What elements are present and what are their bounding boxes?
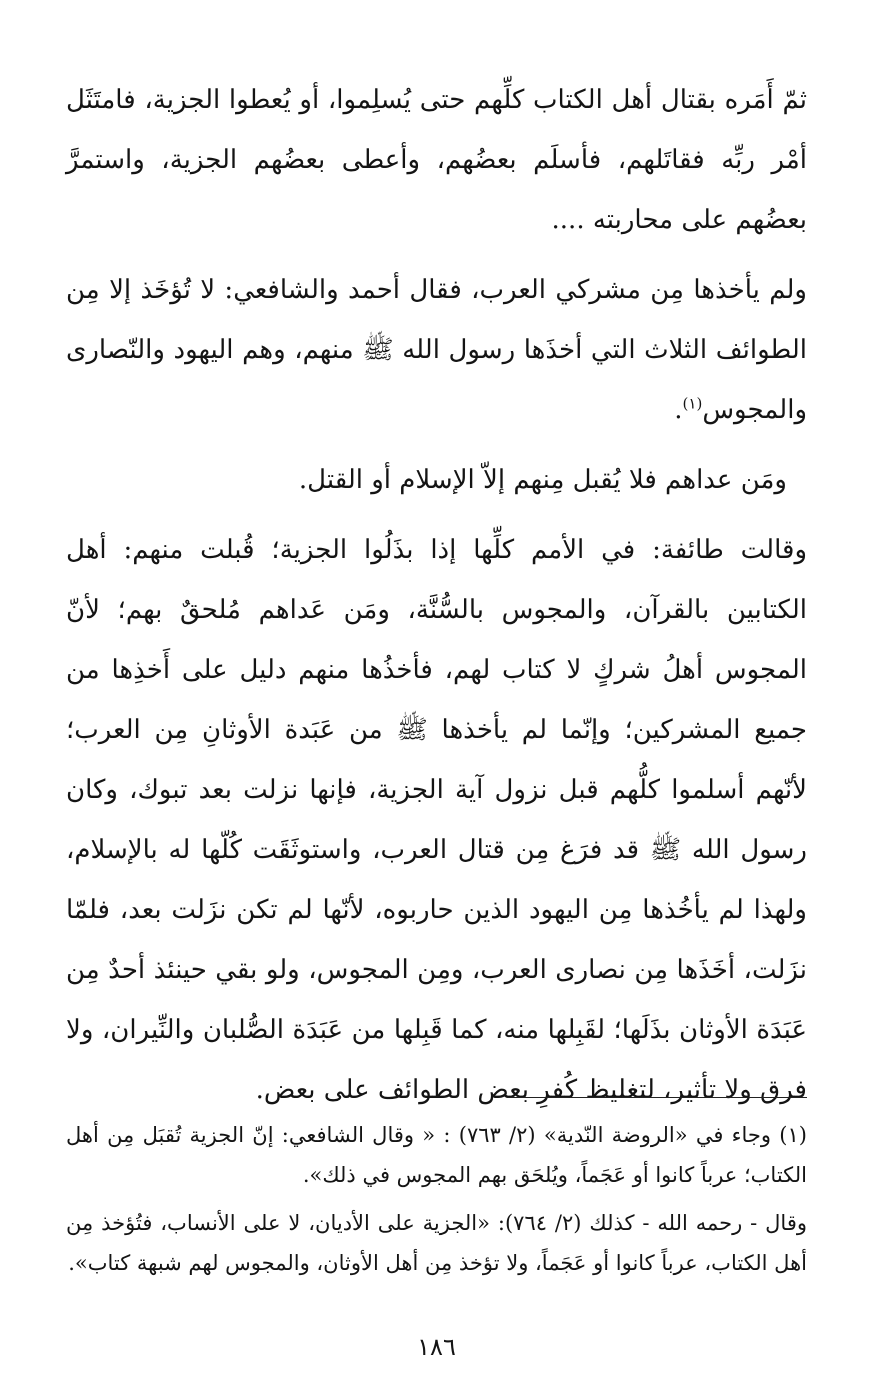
footnotes-section (66, 1115, 807, 1283)
page-number: ١٨٦ (417, 1333, 456, 1361)
paragraph-2-end: . (674, 395, 683, 425)
paragraph-3: ومَن عداهم فلا يُقبل مِنهم إلاّ الإسلام أو القتل. (298, 465, 787, 495)
paragraph-4: وقالت طائفة: في الأمم كلِّها إذا بذَلُوا الجزية؛ قُبلت منهم: أهل الكتابين بالقرآن، والمجوس بالسُّنَّة، ومَن عَداهم مُلحقٌ بهم؛ لأنّ المجوس أهلُ شركٍ لا كتاب لهم، فأخذُها منهم دليل على أَخذِها من جميع المشركين؛ وإنّما لم يأخذها ﷺ من عَبَدة الأوثانِ مِن العرب؛ لأنّهم أسلموا كلُّهم قبل نزول آية الجزية، فإنها نزلت بعد تبوك، وكان رسول الله ﷺ قد فرَغ مِن قتال العرب، واستوثَقَت كُلّها له بالإسلام، ولهذا لم يأخُذها مِن اليهود الذين حاربوه، لأنّها لم تكن نزَلت بعد، فلمّا نزَلت، أخَذَها مِن نصارى العرب، ومِن المجوس، ولو بقي حينئذ أحدٌ مِن عَبَدَة الأوثان بذَلَها؛ لقَبِلها منه، كما قَبِلها من عَبَدَة الصُّلبان والنِّيران، ولا فرق ولا تأثير، لتغليظ كُفرِ بعض الطوائف على بعض. (66, 535, 807, 1105)
footnote-1: (١) وجاء في «الروضة النّدية» (٢/ ٧٦٣) : « وقال الشافعي: إنّ الجزية تُقبَل مِن أهل الكتاب؛ عرباً كانوا أو عَجَماً، ويُلحَق بهم المجوس في ذلك». (66, 1123, 807, 1187)
paragraph-2-text: ولم يأخذها مِن مشركي العرب، فقال أحمد والشافعي: لا تُؤخَذ إلا مِن الطوائف الثلاث التي أخذَها رسول الله ﷺ منهم، وهم اليهود والنّصارى والمجوس (66, 275, 807, 425)
footnote-ref-1: (١) (682, 394, 703, 413)
footnote-divider (507, 1097, 807, 1098)
footnote-2: وقال - رحمه الله - كذلك (٢/ ٧٦٤): «الجزية على الأديان، لا على الأنساب، فتُؤخذ مِن أهل الكتاب، عرباً كانوا أو عَجَماً، ولا تؤخذ مِن أهل الأوثان، والمجوس لهم شبهة كتاب». (66, 1211, 807, 1275)
paragraph-2 (66, 260, 807, 440)
paragraph-1: ثمّ أَمَره بقتال أهل الكتاب كلِّهم حتى يُسلِموا، أو يُعطوا الجزية، فامتَثَل أمْر ربِّه فقاتَلهم، فأسلَم بعضُهم، وأعطى بعضُهم الجزية، واستمرَّ بعضُهم على محاربته .... (66, 85, 807, 235)
